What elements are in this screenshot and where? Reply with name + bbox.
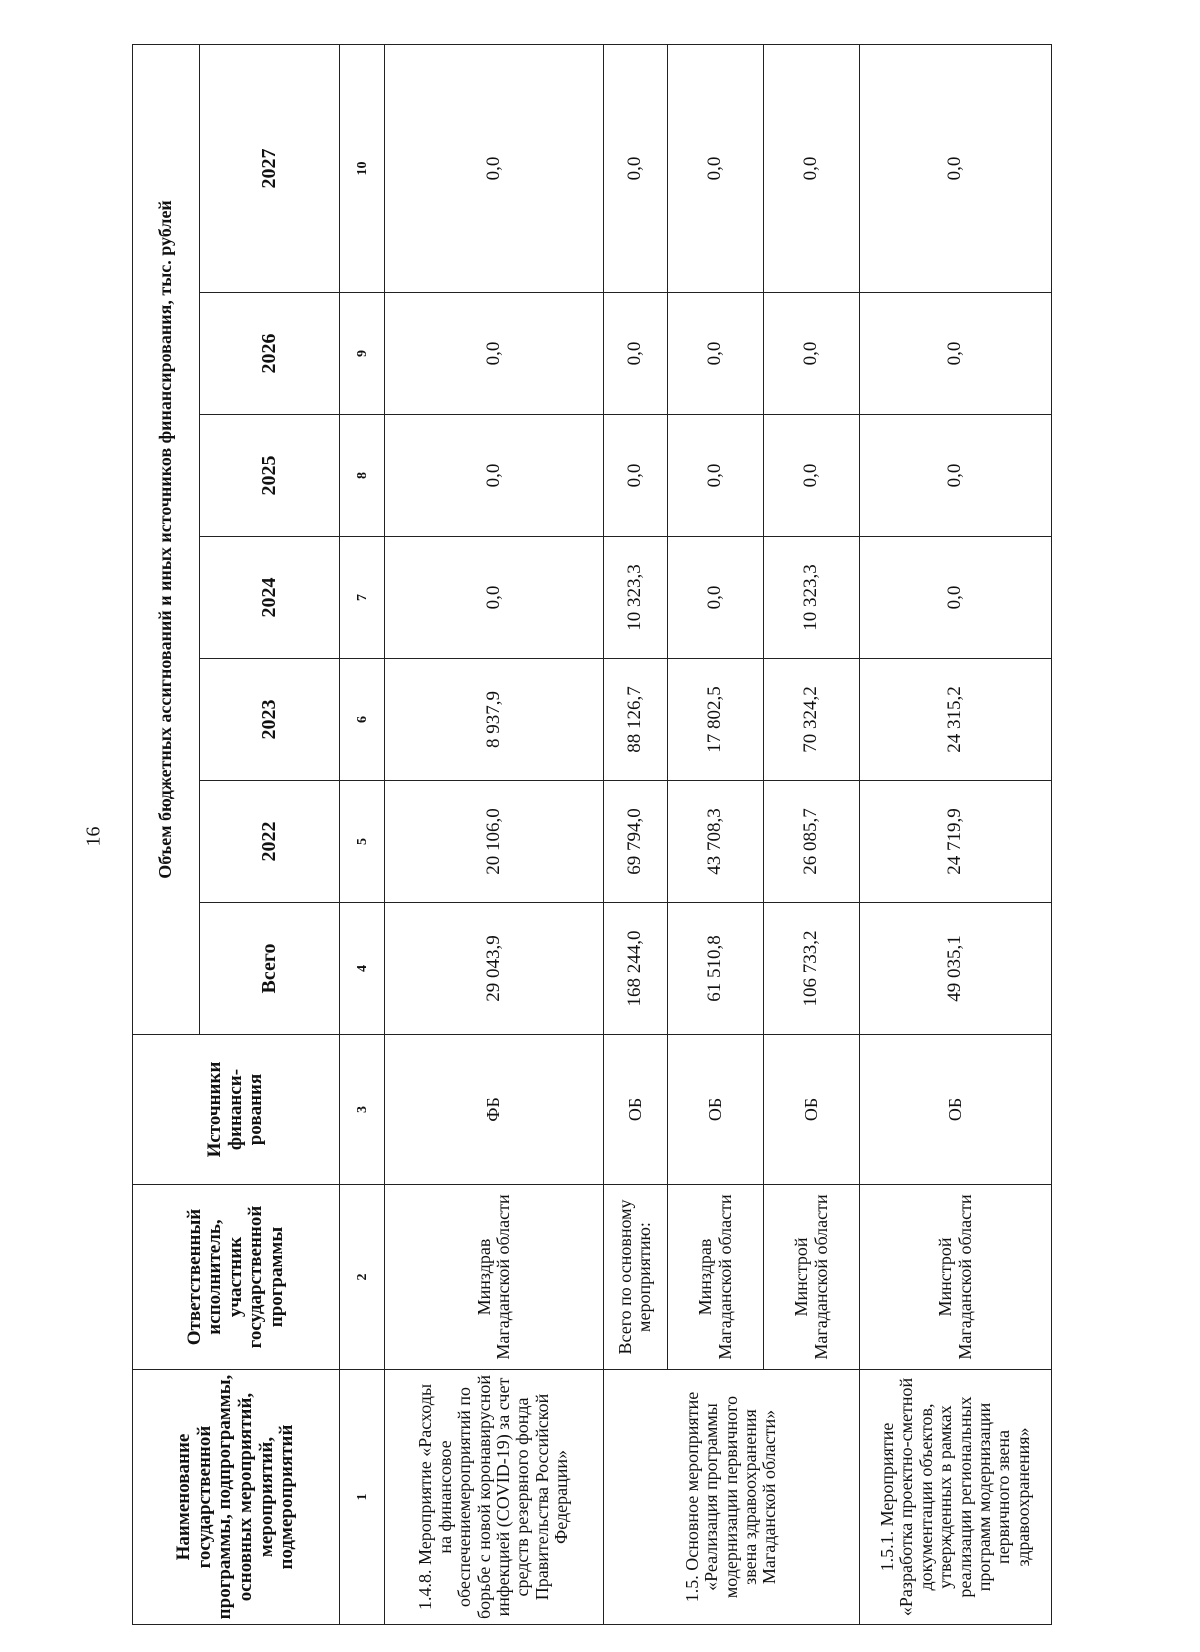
table-row-1-5-total (603, 44, 668, 1624)
header-year-2023: 2023 (200, 659, 340, 781)
value-2024: 10 323,3 (603, 537, 668, 659)
value-2022: 69 794,0 (603, 781, 668, 903)
value-2025: 0,0 (385, 415, 603, 537)
header-year-2025: 2025 (200, 415, 340, 537)
row-source: ОБ (860, 1035, 1052, 1185)
index-cell: 8 (340, 415, 385, 537)
header-year-2024: 2024 (200, 537, 340, 659)
row-responsible: Минстрой Магаданской области (860, 1185, 1052, 1370)
row-name: 1.5. Основное мероприятие «Реализация программы модернизации первичного звена здравоохранения Магаданской области» (603, 1370, 860, 1625)
table-row-1-4-8 (385, 44, 603, 1624)
value-2024: 0,0 (385, 537, 603, 659)
value-2027: 0,0 (764, 44, 860, 292)
header-volume-group: Объем бюджетных ассигнований и иных источников финансирования, тыс. рублей (133, 44, 200, 1034)
value-2026: 0,0 (668, 293, 764, 415)
index-cell: 5 (340, 781, 385, 903)
value-2022: 43 708,3 (668, 781, 764, 903)
value-2022: 26 085,7 (764, 781, 860, 903)
value-2024: 0,0 (860, 537, 1052, 659)
value-2025: 0,0 (764, 415, 860, 537)
header-responsible: Ответственный исполнитель, участник государственной программы (133, 1185, 340, 1370)
header-row-1 (133, 44, 200, 1624)
row-name: 1.4.8. Мероприятие «Расходы на финансовое обеспечениемероприятий по борьбе с новой коронавирусной инфекцией (COVID-19) за счет средств резервного фонда Правительства Российской Федерации» (385, 1370, 603, 1625)
value-2025: 0,0 (860, 415, 1052, 537)
header-name: Наименование государственной программы, подпрограммы, основных мероприятий, мероприятий, подмероприятий (133, 1370, 340, 1625)
index-cell: 6 (340, 659, 385, 781)
value-total: 106 733,2 (764, 903, 860, 1035)
value-2022: 20 106,0 (385, 781, 603, 903)
page-number: 16 (82, 826, 105, 847)
value-2027: 0,0 (603, 44, 668, 292)
value-total: 168 244,0 (603, 903, 668, 1035)
value-2022: 24 719,9 (860, 781, 1052, 903)
value-2026: 0,0 (860, 293, 1052, 415)
index-cell: 1 (340, 1370, 385, 1625)
index-cell: 9 (340, 293, 385, 415)
row-responsible: Всего по основному мероприятию: (603, 1185, 668, 1370)
value-2024: 10 323,3 (764, 537, 860, 659)
column-index-row (340, 44, 385, 1624)
header-year-2027: 2027 (200, 44, 340, 292)
index-cell: 4 (340, 903, 385, 1035)
row-responsible: Минстрой Магаданской области (764, 1185, 860, 1370)
row-source: ФБ (385, 1035, 603, 1185)
value-2024: 0,0 (668, 537, 764, 659)
value-2026: 0,0 (764, 293, 860, 415)
financing-table (132, 44, 1052, 1625)
table-row-1-5-1 (860, 44, 1052, 1624)
value-2025: 0,0 (603, 415, 668, 537)
index-cell: 10 (340, 44, 385, 292)
value-2023: 88 126,7 (603, 659, 668, 781)
value-2023: 24 315,2 (860, 659, 1052, 781)
header-source: Источники финанси-рования (133, 1035, 340, 1185)
row-responsible: Минздрав Магаданской области (385, 1185, 603, 1370)
value-2023: 70 324,2 (764, 659, 860, 781)
header-total: Всего (200, 903, 340, 1035)
value-2023: 8 937,9 (385, 659, 603, 781)
row-source: ОБ (603, 1035, 668, 1185)
row-source: ОБ (764, 1035, 860, 1185)
value-2027: 0,0 (860, 44, 1052, 292)
index-cell: 2 (340, 1185, 385, 1370)
value-2023: 17 802,5 (668, 659, 764, 781)
value-total: 49 035,1 (860, 903, 1052, 1035)
value-2026: 0,0 (603, 293, 668, 415)
index-cell: 3 (340, 1035, 385, 1185)
row-responsible: Минздрав Магаданской области (668, 1185, 764, 1370)
header-year-2022: 2022 (200, 781, 340, 903)
index-cell: 7 (340, 537, 385, 659)
header-year-2026: 2026 (200, 293, 340, 415)
value-total: 61 510,8 (668, 903, 764, 1035)
value-2027: 0,0 (668, 44, 764, 292)
rotated-table-container (132, 45, 1052, 1625)
value-total: 29 043,9 (385, 903, 603, 1035)
row-source: ОБ (668, 1035, 764, 1185)
row-name: 1.5.1. Мероприятие «Разработка проектно-сметной документации объектов, утвержденных в рамках реализации региональных программ модернизации первичного звена здравоохранения» (860, 1370, 1052, 1625)
value-2027: 0,0 (385, 44, 603, 292)
value-2025: 0,0 (668, 415, 764, 537)
value-2026: 0,0 (385, 293, 603, 415)
